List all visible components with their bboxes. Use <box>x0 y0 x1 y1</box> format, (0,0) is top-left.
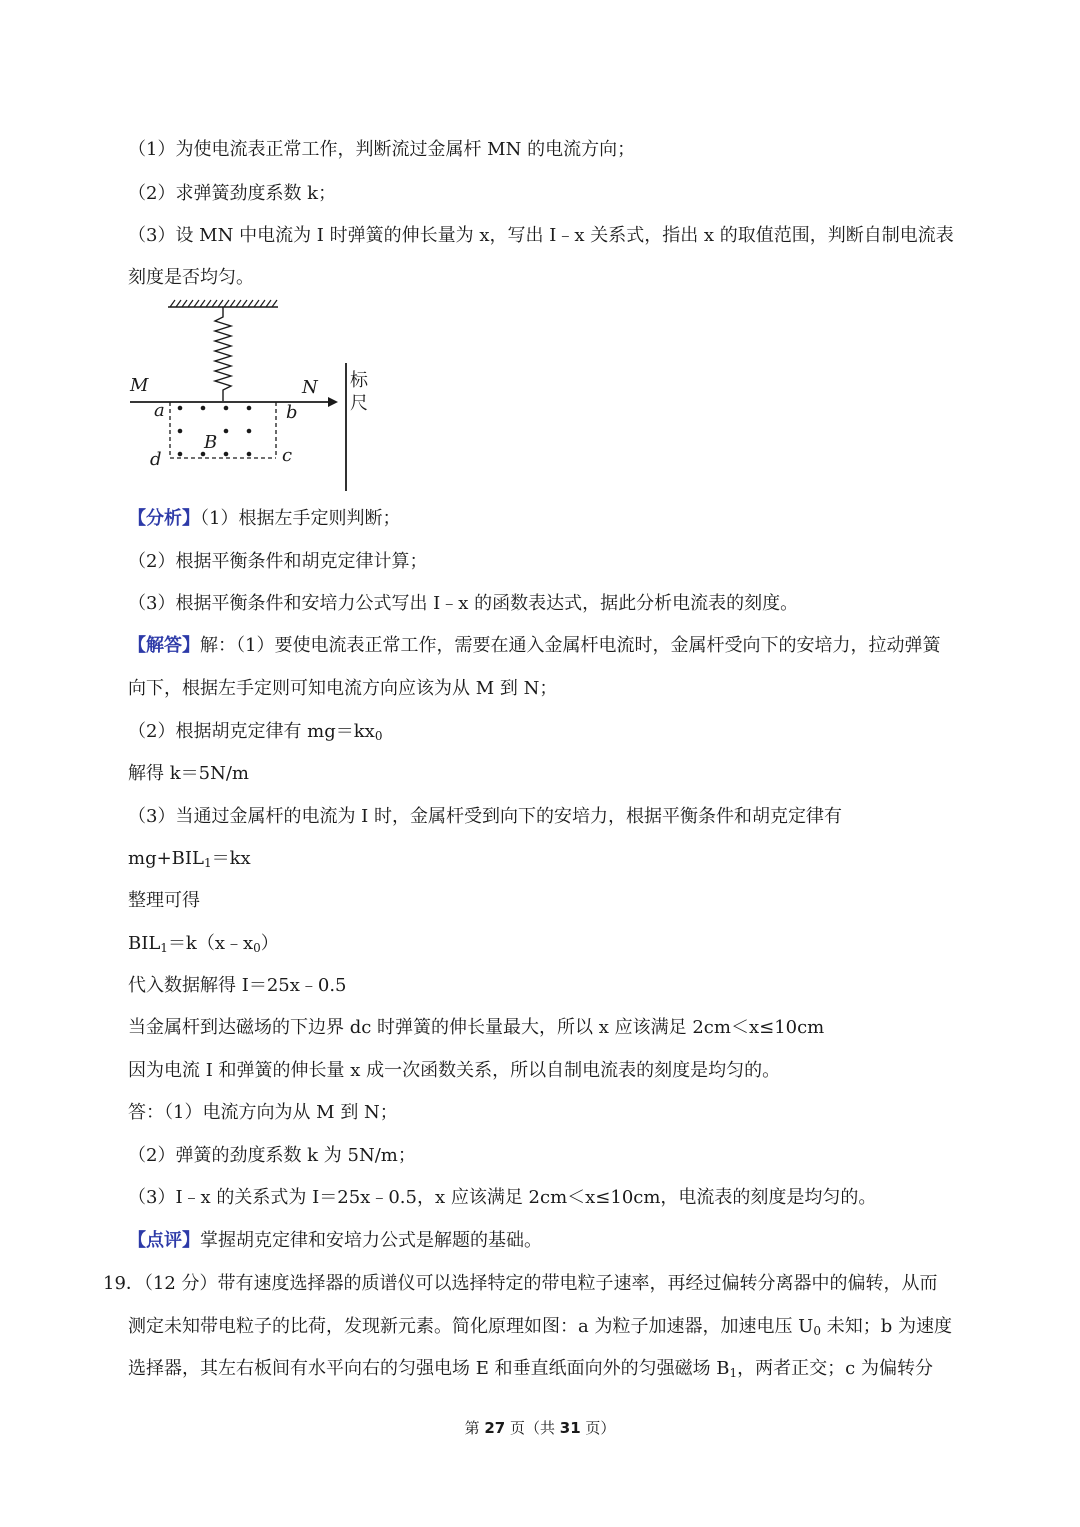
answer-line-1: 【解答】解：（1）要使电流表正常工作，需要在通入金属杆电流时，金属杆受向下的安培力，拉动弹簧 <box>128 635 941 656</box>
ceiling-hatch <box>170 300 277 307</box>
page-number: 27 <box>484 1419 506 1437</box>
label-c: c <box>282 445 293 466</box>
answer-line-3: （2）根据胡克定律有 $mg=kx_0$ <box>128 721 383 743</box>
answer-line-13: （2）弹簧的劲度系数 k 为 5N/m； <box>128 1145 416 1166</box>
q19-line-2: 测定未知带电粒子的比荷，发现新元素。简化原理如图：a 为粒子加速器，加速电压 $U_0$ 未知；b 为速度 <box>128 1316 952 1338</box>
analysis-tag: 【分析】 <box>128 508 200 529</box>
spring <box>215 307 231 401</box>
analysis-line-3: （3）根据平衡条件和安培力公式写出 I﹣x 的函数表达式，据此分析电流表的刻度。 <box>128 593 799 614</box>
scale-label-1: 标 <box>350 370 368 391</box>
question-2: （2）求弹簧劲度系数 k； <box>128 183 337 204</box>
label-d: d <box>150 449 162 470</box>
label-m: M <box>130 375 149 396</box>
review-tag: 【点评】 <box>128 1230 200 1251</box>
question-3-line-1: （3）设 MN 中电流为 I 时弹簧的伸长量为 x，写出 I﹣x 关系式，指出 x 的取值范围，判断自制电流表 <box>128 225 954 246</box>
answer-line-2: 向下，根据左手定则可知电流方向应该为从 M 到 N； <box>128 678 558 699</box>
question-1: （1）为使电流表正常工作，判断流过金属杆 MN 的电流方向； <box>128 139 636 160</box>
review-line: 【点评】掌握胡克定律和安培力公式是解题的基础。 <box>128 1230 542 1251</box>
answer-line-8: $BIL_1=k(x﹣x_0)$ <box>128 933 279 955</box>
answer-tag: 【解答】 <box>128 635 200 656</box>
answer-line-7: 整理可得 <box>128 890 200 911</box>
answer-line-10: 当金属杆到达磁场的下边界 dc 时弹簧的伸长量最大，所以 x 应该满足 2cm＜x≤10cm <box>128 1017 825 1038</box>
answer-line-11: 因为电流 I 和弹簧的伸长量 x 成一次函数关系，所以自制电流表的刻度是均匀的。 <box>128 1060 781 1081</box>
answer-line-9: 代入数据解得 I＝25x﹣0.5 <box>128 975 347 996</box>
physics-figure <box>120 295 390 495</box>
label-b: b <box>286 402 298 423</box>
label-b-field: B <box>204 432 218 453</box>
answer-line-14: （3）I﹣x 的关系式为 I＝25x﹣0.5，x 应该满足 2cm＜x≤10cm，电流表的刻度是均匀的。 <box>128 1187 877 1208</box>
q19-line-1: 19．（12 分）带有速度选择器的质谱仪可以选择特定的带电粒子速率，再经过偏转分离器中的偏转，从而 <box>103 1273 938 1294</box>
page-total: 31 <box>559 1419 581 1437</box>
label-a: a <box>154 400 165 421</box>
answer-line-12: 答：（1）电流方向为从 M 到 N； <box>128 1102 398 1123</box>
q19-line-3: 选择器，其左右板间有水平向右的匀强电场 E 和垂直纸面向外的匀强磁场 $B_1$，两者正交；c 为偏转分 <box>128 1358 933 1380</box>
answer-line-6: $mg+BIL_1=kx$ <box>128 848 251 870</box>
scale-label-2: 尺 <box>350 393 368 414</box>
analysis-line-2: （2）根据平衡条件和胡克定律计算； <box>128 551 428 572</box>
page-footer: 第 27 页（共 31 页） <box>464 1419 616 1437</box>
field-region <box>170 402 276 458</box>
answer-line-5: （3）当通过金属杆的电流为 I 时，金属杆受到向下的安培力，根据平衡条件和胡克定律有 <box>128 806 843 827</box>
question-3-line-2: 刻度是否均匀。 <box>128 267 254 288</box>
answer-line-4: 解得 k＝5N/m <box>128 763 249 784</box>
rod-arrow <box>328 397 338 407</box>
label-n: N <box>302 377 318 398</box>
analysis-line-1: 【分析】（1）根据左手定则判断； <box>128 508 401 529</box>
